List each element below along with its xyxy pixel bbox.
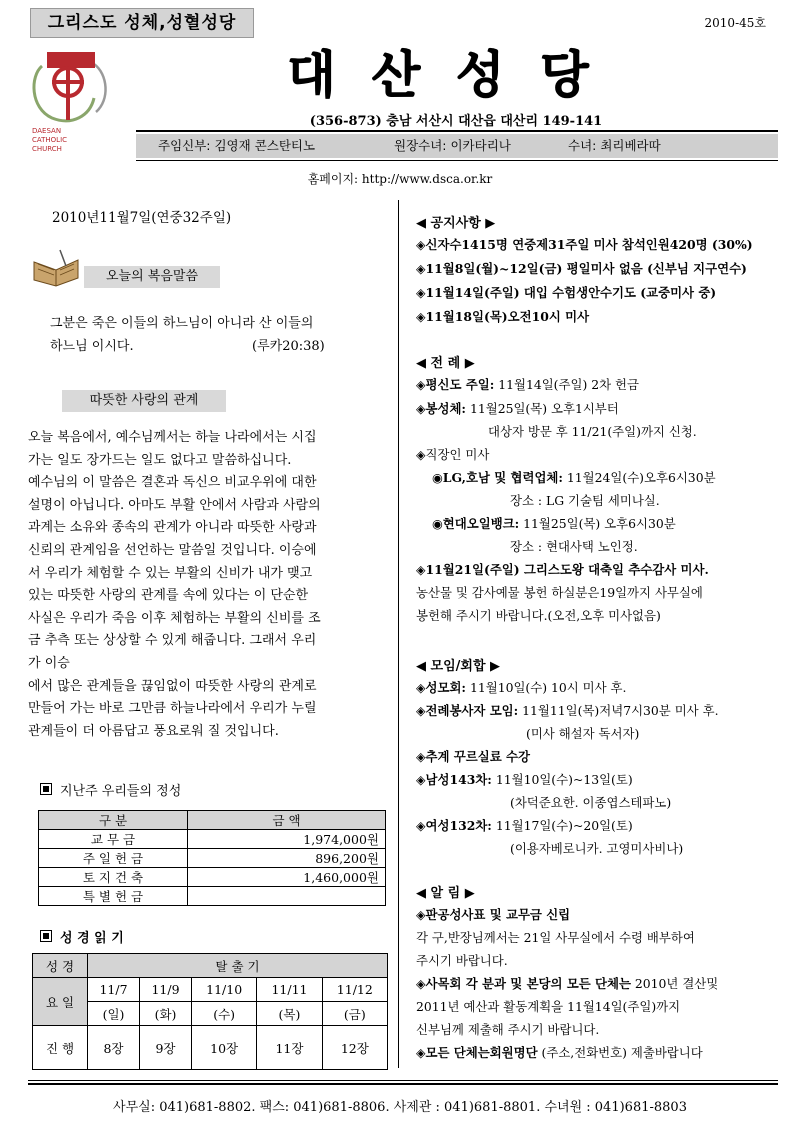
announce-label: ◈사목회 각 분과 및 본당의 모든 단체는 <box>416 976 631 991</box>
bible-day: (일) <box>88 1002 140 1026</box>
announce-line: ◈판공성사표 및 교무금 신립 <box>416 907 571 922</box>
bible-progress-label: 진 행 <box>33 1026 88 1070</box>
bible-date: 11/11 <box>257 978 322 1002</box>
liturgy-label: ◈평신도 주일: <box>416 377 495 392</box>
offering-col-category: 구 분 <box>39 811 188 830</box>
liturgy-line <box>416 374 639 396</box>
gospel-heading: 오늘의 복음말씀 <box>84 266 220 288</box>
notice-item: ◈11월14일(주일) 대입 수험생안수기도 (교중미사 중) <box>416 285 717 300</box>
offering-label: 교 무 금 <box>39 830 188 849</box>
bible-day: (수) <box>192 1002 257 1026</box>
meeting-label: ◈남성143차: <box>416 772 492 787</box>
meeting-line <box>416 769 633 791</box>
meeting-detail: 11월11일(목)저녁7시30분 미사 후. <box>518 703 719 718</box>
meeting-line: (미사 해설자 독서자) <box>526 726 640 741</box>
reflection-line: 관계들이 더 아름답고 풍요로워 질 것입니다. <box>28 723 279 739</box>
reflection-line: 오늘 복음에서, 예수님께서는 하늘 나라에서는 시집 <box>28 430 317 445</box>
reflection-line: 가 이승 <box>28 655 70 671</box>
logo-line-1: DAESAN <box>32 127 62 135</box>
column-divider <box>398 200 399 1068</box>
liturgy-detail: 11월14일(주일) 2차 헌금 <box>494 377 639 392</box>
bible-chapter: 10장 <box>192 1026 257 1070</box>
reflection-line: 사실은 우리가 죽음 이후 체험하는 부활의 신비를 조 <box>28 610 321 626</box>
announce-line: 각 구,반장님께서는 21일 사무실에서 수령 배부하여 <box>416 930 695 945</box>
bible-chapters-row <box>33 1026 388 1070</box>
pastor-name: 주임신부: 김영재 콘스탄티노 <box>158 138 316 153</box>
offering-header-row <box>39 811 386 830</box>
footer-contacts: 사무실: 041)681-8802. 팩스: 041)681-8806. 사제관 : 041)681-8801. 수녀원 : 041)681-8803 <box>113 1100 687 1115</box>
bible-chapter: 9장 <box>140 1026 192 1070</box>
announce-label: ◈모든 단체는회원명단 <box>416 1045 538 1060</box>
meeting-line <box>416 677 626 699</box>
meeting-label: ◈전례봉사자 모임: <box>416 703 519 718</box>
header-rule-bottom <box>136 160 778 161</box>
liturgy-detail: 11월24일(수)오후6시30분 <box>562 470 716 485</box>
reflection-text <box>28 427 388 743</box>
announce-line: 주시기 바랍니다. <box>416 953 508 968</box>
announce-detail: 2010년 결산및 <box>630 976 719 991</box>
table-row <box>39 868 386 887</box>
logo-line-2: CATHOLIC <box>32 136 68 144</box>
bible-day: (목) <box>257 1002 322 1026</box>
gospel-line-2: 하느님 이시다. <box>50 339 134 354</box>
footer-rule-thick <box>28 1083 778 1085</box>
meeting-label: ◈여성132차: <box>416 818 492 833</box>
reflection-line: 과계는 소유와 종속의 관계가 아니라 따뜻한 사랑과 <box>28 520 317 536</box>
homepage-link[interactable]: 홈페이지: http://www.dsca.or.kr <box>307 172 493 186</box>
bible-chapter: 8장 <box>88 1026 140 1070</box>
liturgy-label: ◉LG,호남 및 협력업체: <box>432 470 563 485</box>
reflection-heading: 따뜻한 사랑의 관계 <box>62 390 226 412</box>
announce-line: 신부님께 제출해 주시기 바랍니다. <box>416 1022 600 1037</box>
liturgy-line: ◈11월21일(주일) 그리스도왕 대축일 추수감사 미사. <box>416 562 709 577</box>
liturgy-heading: ◀ 전 례 ▶ <box>416 356 475 371</box>
notice-heading: ◀ 공지사항 ▶ <box>416 216 496 231</box>
issue-date: 2010년11월7일(연중32주일) <box>52 210 232 226</box>
offering-amount <box>188 887 386 906</box>
announce-line <box>416 1042 703 1064</box>
gospel-reference: (루카20:38) <box>252 339 325 354</box>
reflection-line: 가는 일도 장가드는 일도 없다고 말씀하십니다. <box>28 452 292 468</box>
meeting-line <box>416 815 633 837</box>
reflection-line: 있는 따뜻한 사랑의 관계를 속에 있다는 이 단순한 <box>28 588 309 604</box>
offering-amount: 896,200원 <box>188 849 386 868</box>
parish-tag: 그리스도 성체,성혈성당 <box>30 8 254 38</box>
meeting-detail: 11월17일(수)~20일(토) <box>491 818 633 833</box>
meeting-label: ◈성모회: <box>416 680 467 695</box>
liturgy-line: 농산물 및 감사예물 봉헌 하실분은19일까지 사무실에 <box>416 585 703 600</box>
liturgy-line <box>416 398 619 420</box>
liturgy-line: 장소 : LG 기술팀 세미나실. <box>510 493 660 508</box>
notice-item: ◈11월18일(목)오전10시 미사 <box>416 309 590 324</box>
bible-icon <box>30 248 82 288</box>
newsletter-title: 대산성당 <box>287 46 625 104</box>
superior-name: 원장수녀: 이카타리나 <box>394 138 511 153</box>
liturgy-line <box>432 467 716 489</box>
liturgy-line: 봉헌해 주시기 바랍니다.(오전,오후 미사없음) <box>416 608 661 623</box>
notice-item: ◈11월8일(월)~12일(금) 평일미사 없음 (신부님 지구연수) <box>416 261 747 276</box>
offering-label: 특 별 헌 금 <box>39 887 188 906</box>
liturgy-detail: 11월25일(목) 오후1시부터 <box>466 401 619 416</box>
offering-col-amount: 금 액 <box>188 811 386 830</box>
liturgy-line <box>432 513 676 535</box>
bible-reading-table <box>32 953 388 1070</box>
liturgy-line: 장소 : 현대사택 노인정. <box>510 539 638 554</box>
header-rule <box>136 130 778 132</box>
liturgy-label: ◉현대오일뱅크: <box>432 516 520 531</box>
offering-bullet-icon <box>40 783 52 799</box>
table-row <box>39 830 386 849</box>
liturgy-label: ◈봉성체: <box>416 401 467 416</box>
liturgy-line: 대상자 방문 후 11/21(주일)까지 신청. <box>488 424 697 439</box>
bible-date: 11/9 <box>140 978 192 1002</box>
meeting-line <box>416 700 719 722</box>
title-box <box>136 47 776 103</box>
bible-date: 11/7 <box>88 978 140 1002</box>
reflection-line: 신뢰의 관계임을 선언하는 말씀일 것입니다. 이승에 <box>28 542 317 558</box>
liturgy-detail: 11월25일(목) 오후6시30분 <box>519 516 676 531</box>
table-row <box>39 887 386 906</box>
sister-name: 수녀: 최리베라따 <box>568 138 661 153</box>
reflection-line: 금 추측 또는 상상할 수 있게 해줍니다. 그래서 우리 <box>28 633 317 649</box>
bible-book: 탈 출 기 <box>88 954 388 978</box>
church-logo-icon <box>28 46 118 156</box>
reflection-line: 예수님의 이 말씀은 결혼과 독신으 비교우위에 대한 <box>28 475 317 491</box>
meeting-detail: 11월10일(수) 10시 미사 후. <box>466 680 627 695</box>
notice-item: ◈신자수1415명 연중제31주일 미사 참석인원420명 (30%) <box>416 237 753 252</box>
bible-date: 11/10 <box>192 978 257 1002</box>
meeting-line: (차덕준요한. 이종엽스테파노) <box>510 795 672 810</box>
reflection-line: 설명이 아닙니다. 아마도 부활 안에서 사람과 사람의 <box>28 497 321 513</box>
meeting-detail: 11월10일(수)~13일(토) <box>491 772 633 787</box>
offering-label: 주 일 헌 금 <box>39 849 188 868</box>
offering-amount: 1,974,000원 <box>188 830 386 849</box>
announce-line <box>416 973 718 995</box>
offering-table <box>38 810 386 906</box>
liturgy-line: ◈직장인 미사 <box>416 447 490 462</box>
issue-number: 2010-45호 <box>704 16 766 30</box>
meeting-line: (이용자베로니카. 고영미사비나) <box>510 841 684 856</box>
offering-label: 토 지 건 축 <box>39 868 188 887</box>
logo-line-3: CHURCH <box>32 145 62 153</box>
bible-head-label: 성 경 <box>33 954 88 978</box>
offering-amount: 1,460,000원 <box>188 868 386 887</box>
reflection-line: 에서 많은 관계들을 끊임없이 따뜻한 사랑의 관계로 <box>28 678 317 694</box>
bible-day: (화) <box>140 1002 192 1026</box>
bible-day: (금) <box>322 1002 387 1026</box>
table-row <box>39 849 386 868</box>
reflection-line: 서 우리가 체험할 수 있는 부활의 신비가 내가 맺고 <box>28 565 313 581</box>
offering-heading: 지난주 우리들의 정성 <box>60 784 182 799</box>
bible-bullet-icon <box>40 930 52 946</box>
gospel-line-1: 그분은 죽은 이들의 하느님이 아니라 산 이들의 <box>50 316 314 331</box>
staff-bar <box>136 134 778 158</box>
meeting-line: ◈추계 꾸르실료 수강 <box>416 749 530 764</box>
reflection-line: 만들어 가는 바로 그만큼 하늘나라에서 우리가 누릴 <box>28 701 317 717</box>
meeting-heading: ◀ 모임/회합 ▶ <box>416 659 501 674</box>
bible-chapter: 12장 <box>322 1026 387 1070</box>
announce-heading: ◀ 알 림 ▶ <box>416 886 475 901</box>
bible-dates-row <box>33 978 388 1002</box>
bible-reading-heading: 성 경 읽 기 <box>60 931 124 946</box>
footer-rule <box>28 1080 778 1081</box>
bible-chapter: 11장 <box>257 1026 322 1070</box>
church-address: (356-873) 충남 서산시 대산읍 대산리 149-141 <box>309 114 603 129</box>
bible-date: 11/12 <box>322 978 387 1002</box>
church-logo <box>28 46 118 156</box>
announce-detail: (주소,전화번호) 제출바랍니다 <box>537 1045 703 1060</box>
bible-day-label: 요 일 <box>33 978 88 1026</box>
bible-header-row <box>33 954 388 978</box>
announce-line: 2011년 예산과 활동계획을 11월14일(주일)까지 <box>416 999 681 1014</box>
